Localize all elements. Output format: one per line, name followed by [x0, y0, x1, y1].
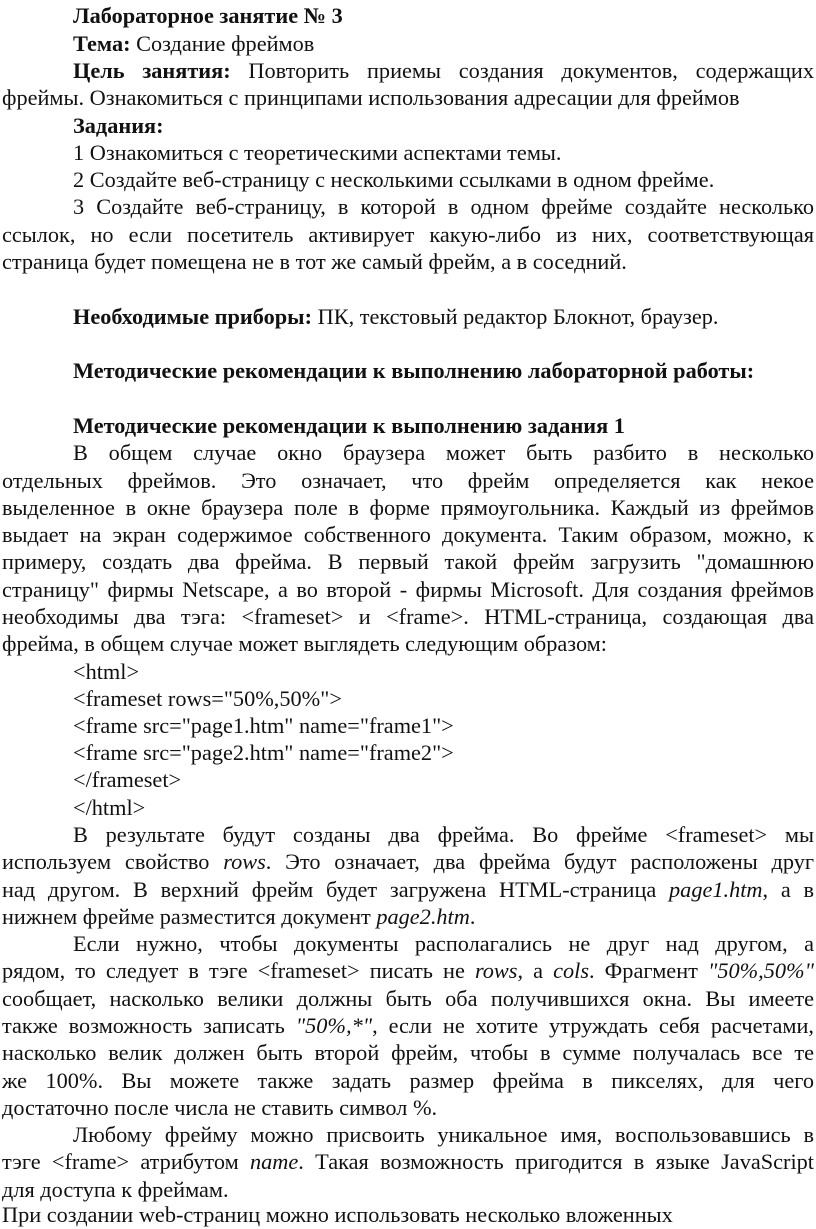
code-line-2: <frameset rows="50%,50%"> — [73, 686, 342, 711]
p2-line-4: нижнем фрейме разместится документ page2.htm. — [2, 904, 476, 929]
p1-line-3: выделенное в окне браузера поле в форме прямоугольника. Каждый из фреймов — [2, 495, 814, 520]
code-line-3: <frame src="page1.htm" name="frame1"> — [73, 713, 454, 738]
p1-line-5: примеру, создать два фрейма. В первый такой фрейм загрузить "домашнюю — [2, 549, 814, 574]
p4-line-2: тэге <frame> атрибутом name. Такая возможность пригодится в языке JavaScript — [2, 1149, 815, 1174]
tools-line: Необходимые приборы: ПК, текстовый редактор Блокнот, браузер. — [73, 304, 719, 329]
tasks-heading: Задания: — [73, 113, 164, 138]
task-1: 1 Ознакомиться с теоретическими аспектами темы. — [73, 140, 562, 165]
p1-line-8: фрейма, в общем случае может выглядеть следующим образом: — [2, 631, 607, 656]
doc-title: Лабораторное занятие № 3 — [73, 3, 343, 28]
topic-line: Тема: Создание фреймов — [73, 31, 315, 56]
task-3-line-3: страница будет помещена не в тот же самый фрейм, а в соседний. — [2, 249, 627, 274]
code-line-5: </frameset> — [73, 767, 182, 792]
p3-line-3: сообщает, насколько велики должны быть оба получившихся окна. Вы имеете — [2, 986, 814, 1011]
p3-line-2: рядом, то следует в тэге <frameset> писать не rows, а cols. Фрагмент "50%,50%" — [2, 958, 814, 983]
p1-line-2: отдельных фреймов. Это означает, что фрейм определяется как некое — [2, 468, 814, 493]
p3-line-4: также возможность записать "50%,*", если не хотите утруждать себя расчетами, — [2, 1013, 814, 1038]
goal-line-1: Цель занятия: Повторить приемы создания документов, содержащих — [73, 58, 814, 83]
task-3-line-1: 3 Создайте веб-страницу, в которой в одном фрейме создайте несколько — [73, 194, 814, 219]
method-heading: Методические рекомендации к выполнению лабораторной работы: — [73, 358, 755, 383]
p2-line-2: используем свойство rows. Это означает, два фрейма будут расположены друг — [2, 849, 814, 874]
code-line-1: <html> — [73, 659, 140, 684]
method1-heading: Методические рекомендации к выполнению задания 1 — [73, 413, 625, 438]
p3-line-1: Если нужно, чтобы документы располагались не друг над другом, а — [73, 931, 814, 956]
task-3-line-2: ссылок, но если посетитель активирует какую-либо из них, соответствующая — [2, 222, 814, 247]
p3-line-5: насколько велик должен быть второй фрейм, чтобы в сумме получалась все те — [2, 1040, 814, 1065]
p3-line-7: достаточно после числа не ставить символ %. — [2, 1095, 438, 1120]
p1-line-6: страницу" фирмы Netscape, а во второй - фирмы Microsoft. Для создания фреймов — [2, 577, 814, 602]
task-2: 2 Создайте веб-страницу с несколькими ссылками в одном фрейме. — [73, 167, 715, 192]
goal-line-2: фреймы. Ознакомиться с принципами использования адресации для фреймов — [2, 85, 740, 110]
p3-line-6: же 100%. Вы можете также задать размер фрейма в пикселях, для чего — [2, 1068, 814, 1093]
p2-line-1: В результате будут созданы два фрейма. Во фрейме <frameset> мы — [73, 822, 814, 847]
p1-line-4: выдает на экран содержимое собственного документа. Таким образом, можно, к — [2, 522, 814, 547]
p4-line-1: Любому фрейму можно присвоить уникальное имя, воспользовавшись в — [73, 1122, 814, 1147]
p1-line-7: необходимы два тэга: <frameset> и <frame>. HTML-страница, создающая два — [2, 604, 814, 629]
p4-line-3: для доступа к фреймам. — [2, 1177, 229, 1202]
p5-line-1: При создании web-страниц можно использовать несколько вложенных — [2, 1202, 673, 1227]
p2-line-3: над другом. В верхний фрейм будет загружена HTML-страница page1.htm, а в — [2, 877, 814, 902]
p1-line-1: В общем случае окно браузера может быть разбито в несколько — [73, 440, 814, 465]
code-line-6: </html> — [73, 795, 146, 820]
code-line-4: <frame src="page2.htm" name="frame2"> — [73, 740, 454, 765]
